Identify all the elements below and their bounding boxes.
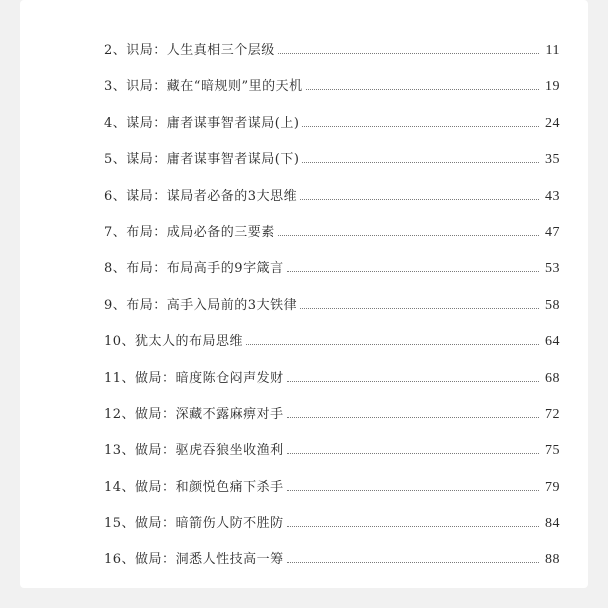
dot-leader [287, 453, 539, 454]
toc-entry-title: 和颜悦色痛下杀手 [175, 479, 284, 495]
toc-entry-title: 庸者谋事智者谋局(下) [166, 152, 300, 168]
toc-entry-number: 10、 [104, 334, 136, 350]
toc-entry-page: 79 [545, 479, 560, 495]
dot-leader [300, 308, 539, 309]
toc-entry [104, 294, 560, 330]
toc-entry-category: 做局： [135, 552, 176, 568]
dot-leader [287, 526, 539, 527]
toc-entry [104, 512, 560, 548]
toc-entry-title: 成局必备的三要素 [166, 224, 275, 240]
toc-entry-number: 16、 [104, 552, 136, 568]
toc-entry-title: 布局高手的9字箴言 [166, 261, 284, 277]
toc-entry-category: 做局： [135, 370, 176, 386]
toc-entry-category: 谋局： [126, 188, 167, 204]
toc-entry-category: 布局： [126, 261, 167, 277]
toc-entry-number: 4、 [104, 115, 127, 131]
dot-leader [287, 562, 539, 563]
toc-entry-page: 35 [545, 152, 560, 168]
toc-entry-title: 人生真相三个层级 [166, 43, 275, 58]
toc-entry-category: 谋局： [126, 115, 167, 131]
toc-entry [104, 112, 560, 148]
toc-entry-page: 11 [545, 43, 560, 58]
dot-leader [246, 344, 539, 345]
table-of-contents [104, 39, 560, 585]
toc-entry [104, 221, 560, 257]
toc-entry-page: 58 [545, 297, 560, 313]
toc-entry [104, 39, 560, 75]
toc-entry-category: 做局： [135, 479, 176, 495]
toc-entry [104, 257, 560, 293]
toc-entry-category: 做局： [135, 443, 176, 459]
toc-entry-title: 高手入局前的3大铁律 [166, 297, 298, 313]
toc-entry-page: 19 [545, 79, 560, 95]
toc-entry-page: 88 [545, 552, 560, 568]
toc-entry-number: 12、 [104, 406, 136, 422]
toc-entry-category: 识局： [126, 79, 167, 95]
toc-entry-category: 识局： [126, 43, 167, 58]
toc-entry-category: 布局： [126, 224, 167, 240]
toc-entry-page: 75 [545, 443, 560, 459]
toc-entry [104, 476, 560, 512]
toc-entry-title: 藏在“暗规则”里的天机 [166, 79, 303, 95]
dot-leader [287, 490, 539, 491]
dot-leader [306, 89, 539, 90]
toc-entry-number: 5、 [104, 152, 127, 168]
toc-entry [104, 403, 560, 439]
toc-entry [104, 548, 560, 584]
toc-entry [104, 148, 560, 184]
toc-entry-number: 15、 [104, 516, 136, 532]
toc-entry [104, 185, 560, 221]
dot-leader [278, 235, 539, 236]
toc-entry-page: 43 [545, 188, 560, 204]
toc-entry-category: 布局： [126, 297, 167, 313]
dot-leader [302, 126, 539, 127]
toc-entry-title: 洞悉人性技高一筹 [175, 552, 284, 568]
toc-entry-number: 3、 [104, 79, 127, 95]
toc-entry-title: 暗箭伤人防不胜防 [175, 516, 284, 532]
dot-leader [287, 381, 539, 382]
toc-entry-number: 9、 [104, 297, 127, 313]
toc-entry-number: 8、 [104, 261, 127, 277]
toc-entry-title: 庸者谋事智者谋局(上) [166, 115, 300, 131]
toc-entry-page: 47 [545, 224, 560, 240]
toc-entry [104, 330, 560, 366]
toc-entry-title: 谋局者必备的3大思维 [166, 188, 298, 204]
toc-entry-title: 暗度陈仓闷声发财 [175, 370, 284, 386]
toc-entry [104, 367, 560, 403]
toc-entry-page: 68 [545, 370, 560, 386]
toc-entry [104, 439, 560, 475]
toc-entry-number: 14、 [104, 479, 136, 495]
toc-entry-page: 53 [545, 261, 560, 277]
dot-leader [300, 199, 539, 200]
toc-entry-number: 11、 [104, 370, 136, 386]
document-page [20, 0, 588, 588]
toc-entry-title: 驱虎吞狼坐收渔利 [175, 443, 284, 459]
toc-entry [104, 75, 560, 111]
dot-leader [287, 271, 539, 272]
toc-entry-number: 13、 [104, 443, 136, 459]
toc-entry-number: 7、 [104, 224, 127, 240]
toc-entry-page: 84 [545, 516, 560, 532]
toc-entry-page: 24 [545, 115, 560, 131]
toc-entry-page: 64 [545, 334, 560, 350]
dot-leader [287, 417, 539, 418]
toc-entry-number: 6、 [104, 188, 127, 204]
toc-entry-category: 做局： [135, 516, 176, 532]
toc-entry-title: 犹太人的布局思维 [135, 334, 244, 350]
toc-entry-number: 2、 [104, 43, 127, 58]
dot-leader [302, 162, 539, 163]
toc-entry-category: 做局： [135, 406, 176, 422]
toc-entry-category: 谋局： [126, 152, 167, 168]
toc-entry-page: 72 [545, 406, 560, 422]
dot-leader [278, 53, 539, 54]
toc-entry-title: 深藏不露麻痹对手 [175, 406, 284, 422]
